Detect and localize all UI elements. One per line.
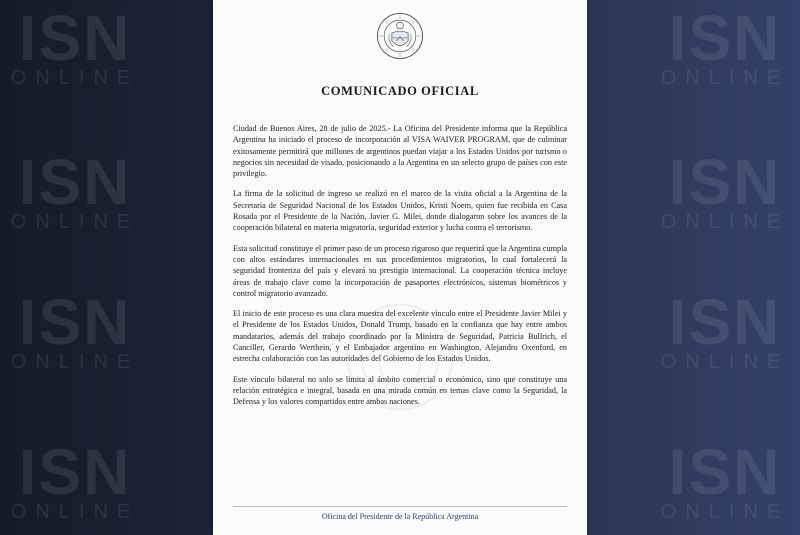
watermark-logo: ISN ONLINE — [660, 436, 790, 523]
watermark-logo: ISN ONLINE — [660, 2, 790, 89]
footer-divider — [233, 506, 567, 507]
watermark-logo: ISN ONLINE — [660, 286, 790, 373]
paragraph: La firma de la solicitud de ingreso se realizó en el marco de la visita oficial a la Argentina de la Secretaría de Seguridad Nacional de los Estados Unidos, Kristi Noem, quien fue recibida en Casa Rosada por el Presidente de la Nación, Javier G. Milei, donde dialogaron sobre los avances de la cooperación bilateral en materia migratoria, seguridad exterior y lucha contra el terrorismo. — [233, 189, 567, 233]
presidential-seal-icon — [376, 12, 424, 60]
official-statement-page — [213, 0, 587, 535]
document-footer: Oficina del Presidente de la República Argentina — [321, 512, 479, 521]
watermark-logo: ISN ONLINE — [660, 146, 790, 233]
watermark-logo: ISN ONLINE — [10, 146, 140, 233]
watermark-logo: ISN ONLINE — [10, 286, 140, 373]
paragraph: El inicio de este proceso es una clara muestra del excelente vínculo entre el Presidente Javier Milei y el Presidente de los Estados Unidos, Donald Trump, basado en la confianza que hay entre ambos mandatarios, además del trabajo coordinado por la Ministra de Seguridad, Patricia Bullrich, el Canciller, Gerardo Werthein, y el Embajador argentino en Washington, Alejandro Oxenford, en estrecha colaboración con las autoridades del Gobierno de los Estados Unidos. — [233, 309, 567, 364]
document-body — [233, 123, 567, 417]
paragraph: Este vínculo bilateral no solo se limita al ámbito comercial o económico, sino que constituye una relación estratégica e integral, basada en una mirada común en temas clave como la Seguridad, la Defensa y los valores compartidos entre ambas naciones. — [233, 374, 567, 407]
paragraph: Ciudad de Buenos Aires, 28 de julio de 2025.- La Oficina del Presidente informa que la República Argentina ha iniciado el proceso de incorporación al VISA WAIVER PROGRAM, que de culminar exitosamente permitirá que millones de argentinos puedan viajar a los Estados Unidos por turismo o negocios sin necesidad de visado, posicionando a la Argentina en un selecto grupo de países con este privilegio. — [233, 124, 567, 179]
watermark-logo: ISN ONLINE — [10, 436, 140, 523]
watermark-logo: ISN ONLINE — [10, 2, 140, 89]
paragraph: Esta solicitud constituye el primer paso de un proceso riguroso que requerirá que la Argentina cumpla con altos estándares internacionales en sus procedimientos migratorios, lo cual fortalecerá la seguridad fronteriza del país y elevará su prestigio internacional. La cooperación técnica incluye áreas de trabajo clave como la incorporación de pasaportes electrónicos, sistemas biométricos y control migratorio avanzado. — [233, 243, 567, 298]
document-title: COMUNICADO OFICIAL — [321, 84, 479, 98]
